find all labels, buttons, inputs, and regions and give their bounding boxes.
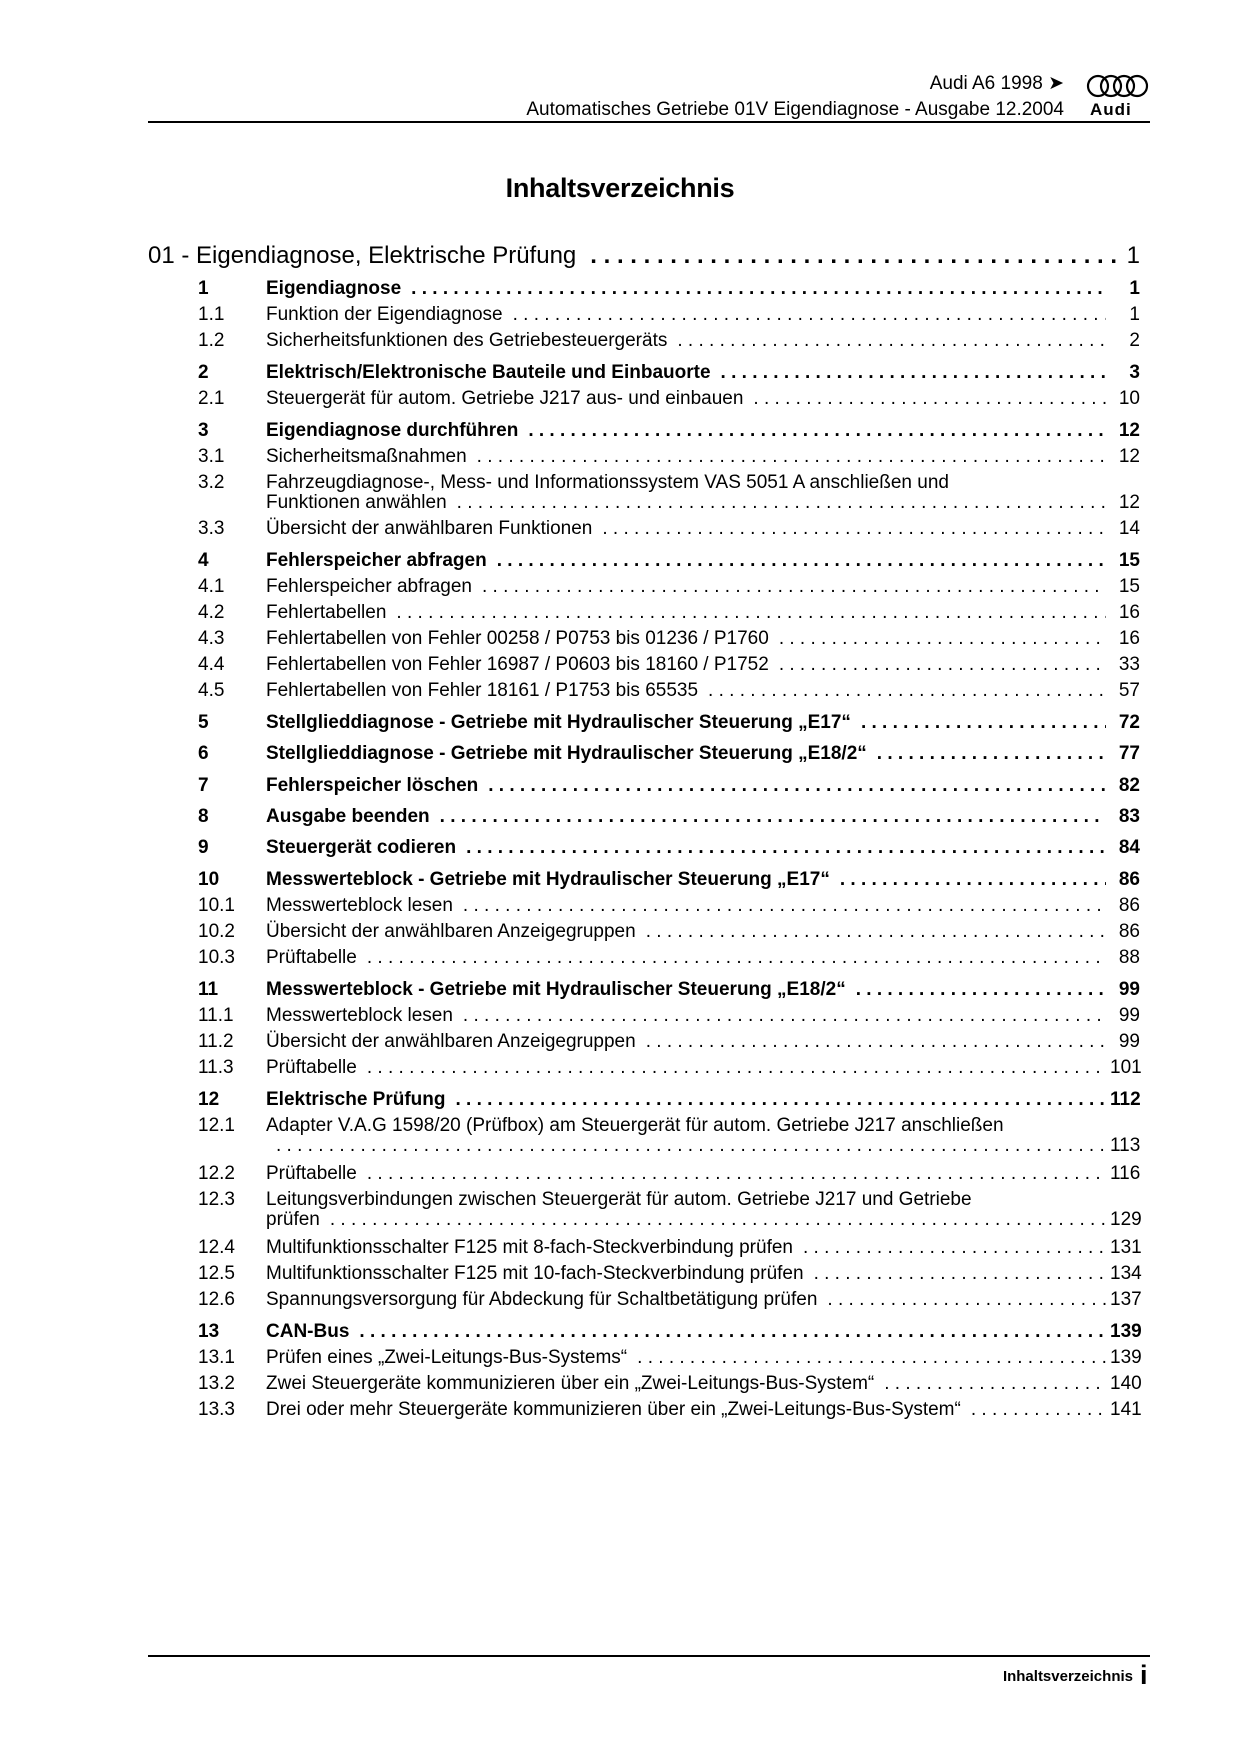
leader-dots xyxy=(440,806,1106,828)
toc-entry-page: 10 xyxy=(1118,388,1140,409)
leader-dots xyxy=(861,712,1106,734)
toc-entry-title: Spannungsversorgung für Abdeckung für Schaltbetätigung prüfen xyxy=(266,1289,818,1310)
leader-dots xyxy=(677,330,1106,352)
toc-entry-number: 12.6 xyxy=(198,1289,235,1310)
toc-entry-number: 13.1 xyxy=(198,1347,235,1368)
leader-dots xyxy=(411,278,1106,300)
audi-wordmark: Audi xyxy=(1090,100,1132,119)
leader-dots xyxy=(602,518,1106,540)
leader-dots xyxy=(488,775,1106,797)
toc-entry-number: 3.2 xyxy=(198,472,225,493)
toc-entry-number: 12.5 xyxy=(198,1263,235,1284)
toc-entry-page: 99 xyxy=(1118,1005,1140,1026)
toc-entry-number: 4.3 xyxy=(198,628,225,649)
toc-entry-title: Multifunktionsschalter F125 mit 8-fach-Steckverbindung prüfen xyxy=(266,1237,793,1258)
leader-dots xyxy=(482,576,1106,598)
toc-entry-number: 12.2 xyxy=(198,1163,235,1184)
toc-entry-title: Stellglieddiagnose - Getriebe mit Hydraulischer Steuerung „E18/2“ xyxy=(266,743,867,764)
leader-dots xyxy=(367,1057,1106,1079)
toc-entry-number: 3 xyxy=(198,420,209,441)
toc-entry-number: 8 xyxy=(198,806,209,827)
toc-chapter[interactable] xyxy=(148,242,1140,270)
toc-entry-number: 4 xyxy=(198,550,209,571)
toc-entry-title: Multifunktionsschalter F125 mit 10-fach-Steckverbindung prüfen xyxy=(266,1263,804,1284)
footer-rule xyxy=(148,1655,1150,1657)
leader-dots xyxy=(528,420,1106,442)
toc-entry-number: 10 xyxy=(198,869,220,890)
toc-entry-number: 10.3 xyxy=(198,947,235,968)
toc-entry-title: Fehlerspeicher abfragen xyxy=(266,576,472,597)
leader-dots xyxy=(367,1163,1106,1185)
toc-entry-number: 11.2 xyxy=(198,1031,234,1052)
chapter-page: 1 xyxy=(1126,242,1140,269)
toc-entry-number: 5 xyxy=(198,712,209,733)
toc-entry-number: 1.1 xyxy=(198,304,225,325)
toc-entry-page: 77 xyxy=(1118,743,1140,764)
header-model-line: Audi A6 1998 ➤ xyxy=(929,73,1064,94)
toc-entry-page: 12 xyxy=(1118,492,1140,513)
leader-dots xyxy=(646,921,1106,943)
toc-entry-title: Stellglieddiagnose - Getriebe mit Hydraulischer Steuerung „E17“ xyxy=(266,712,851,733)
toc-entry-number: 10.1 xyxy=(198,895,235,916)
page-title: Inhaltsverzeichnis xyxy=(505,173,735,203)
leader-dots xyxy=(463,895,1106,917)
leader-dots xyxy=(396,602,1106,624)
toc-entry-number: 12.3 xyxy=(198,1189,235,1210)
leader-dots xyxy=(477,446,1106,468)
leader-dots xyxy=(457,492,1106,514)
toc-entry-title: Fahrzeugdiagnose-, Mess- und Informationssystem VAS 5051 A anschließen und xyxy=(266,472,949,493)
toc-entry-title: Übersicht der anwählbaren Anzeigegruppen xyxy=(266,1031,636,1052)
toc-entry-title: Drei oder mehr Steuergeräte kommunizieren über ein „Zwei-Leitungs-Bus-System“ xyxy=(266,1399,961,1420)
toc-entry-number: 11 xyxy=(198,979,219,1000)
leader-dots xyxy=(497,550,1106,572)
toc-entry-page: 15 xyxy=(1118,550,1140,571)
toc-entry-title: Messwerteblock lesen xyxy=(266,1005,453,1026)
toc-entry-page: 129 xyxy=(1110,1209,1142,1230)
toc-entry-page: 16 xyxy=(1118,602,1140,623)
toc-entry-page: 84 xyxy=(1118,837,1140,858)
toc-entry-number: 4.1 xyxy=(198,576,225,597)
toc-entry-title: Übersicht der anwählbaren Funktionen xyxy=(266,518,593,539)
toc-entry-page: 101 xyxy=(1110,1057,1142,1078)
toc-entry-page: 99 xyxy=(1118,979,1140,1000)
toc-entry-page: 12 xyxy=(1118,420,1140,441)
toc-entry-page: 116 xyxy=(1110,1163,1141,1184)
toc-entry-page: 16 xyxy=(1118,628,1140,649)
toc-entry-page: 88 xyxy=(1118,947,1140,968)
toc-entry-page: 141 xyxy=(1110,1399,1142,1420)
toc-entry-title: Fehlertabellen von Fehler 00258 / P0753 bis 01236 / P1760 xyxy=(266,628,769,649)
toc-entry-title: Prüfen eines „Zwei-Leitungs-Bus-Systems“ xyxy=(266,1347,628,1368)
toc-entry-number: 2 xyxy=(198,362,209,383)
toc-entry-page: 57 xyxy=(1118,680,1140,701)
toc-entry-page: 3 xyxy=(1129,362,1140,383)
toc-entry-page: 112 xyxy=(1110,1089,1141,1110)
leader-dots xyxy=(827,1289,1106,1311)
toc-entry-page: 15 xyxy=(1118,576,1140,597)
leader-dots xyxy=(463,1005,1106,1027)
toc-entry-title: Messwerteblock - Getriebe mit Hydraulischer Steuerung „E17“ xyxy=(266,869,830,890)
leader-dots xyxy=(637,1347,1106,1369)
toc-entry-number: 4.4 xyxy=(198,654,225,675)
toc-entry-title: Eigendiagnose durchführen xyxy=(266,420,519,441)
toc-entry-page: 1 xyxy=(1129,304,1140,325)
toc-entry-page: 2 xyxy=(1129,330,1140,351)
toc-entry-title: Elektrische Prüfung xyxy=(266,1089,446,1110)
leader-dots xyxy=(646,1031,1106,1053)
toc-entry-title: Ausgabe beenden xyxy=(266,806,430,827)
toc-entry-page: 82 xyxy=(1118,775,1140,796)
toc-entry-number: 13.3 xyxy=(198,1399,235,1420)
toc-entry-page: 86 xyxy=(1118,921,1140,942)
toc-entry-page: 86 xyxy=(1118,895,1140,916)
toc-entry-page: 14 xyxy=(1118,518,1140,539)
chapter-label: 01 - Eigendiagnose, Elektrische Prüfung xyxy=(148,242,577,269)
toc-entry-page: 86 xyxy=(1118,869,1140,890)
toc-entry-number: 12.4 xyxy=(198,1237,235,1258)
audi-rings-logo xyxy=(1086,73,1150,99)
toc-entry-title: Prüftabelle xyxy=(266,947,357,968)
leader-dots xyxy=(779,628,1106,650)
toc-entry-title: CAN-Bus xyxy=(266,1321,350,1342)
toc-entry-page: 113 xyxy=(1110,1135,1141,1156)
toc-entry-title: Eigendiagnose xyxy=(266,278,402,299)
leader-dots xyxy=(708,680,1106,702)
toc-entry-title: Sicherheitsfunktionen des Getriebesteuergeräts xyxy=(266,330,668,351)
leader-dots xyxy=(753,388,1106,410)
toc-entry-number: 11.1 xyxy=(198,1005,234,1026)
toc-entry-number: 3.1 xyxy=(198,446,225,467)
toc-entry-number: 7 xyxy=(198,775,209,796)
leader-dots xyxy=(856,979,1106,1001)
toc-entry-title: Prüftabelle xyxy=(266,1057,357,1078)
toc-entry-number: 10.2 xyxy=(198,921,235,942)
toc-entry-title: Funktion der Eigendiagnose xyxy=(266,304,503,325)
toc-entry-title: Zwei Steuergeräte kommunizieren über ein „Zwei-Leitungs-Bus-System“ xyxy=(266,1373,875,1394)
toc-entry-title: Messwerteblock lesen xyxy=(266,895,453,916)
leader-dots xyxy=(330,1209,1106,1231)
toc-entry-page: 131 xyxy=(1110,1237,1142,1258)
toc-entry-title: Steuergerät für autom. Getriebe J217 aus- und einbauen xyxy=(266,388,744,409)
toc-entry-page: 72 xyxy=(1118,712,1140,733)
toc-entry-page: 140 xyxy=(1110,1373,1142,1394)
toc-entry-number: 11.3 xyxy=(198,1057,234,1078)
toc-entry-title: Fehlerspeicher abfragen xyxy=(266,550,487,571)
toc-entry-page: 83 xyxy=(1118,806,1140,827)
toc-entry-number: 13.2 xyxy=(198,1373,235,1394)
toc-entry-title: Leitungsverbindungen zwischen Steuergerät für autom. Getriebe J217 und Getriebe xyxy=(266,1189,972,1210)
toc-entry-title: Messwerteblock - Getriebe mit Hydraulischer Steuerung „E18/2“ xyxy=(266,979,846,1000)
toc-entry-number: 12 xyxy=(198,1089,220,1110)
toc-entry-title: Fehlertabellen xyxy=(266,602,387,623)
toc-entry-title-continued: prüfen xyxy=(266,1209,320,1230)
toc-entry-number: 12.1 xyxy=(198,1115,235,1136)
leader-dots xyxy=(803,1237,1106,1259)
leader-dots xyxy=(779,654,1106,676)
toc-entry-page: 12 xyxy=(1118,446,1140,467)
header-subtitle: Automatisches Getriebe 01V Eigendiagnose - Ausgabe 12.2004 xyxy=(526,99,1064,120)
toc-entry-title-continued: Funktionen anwählen xyxy=(266,492,447,513)
toc-entry-page: 134 xyxy=(1110,1263,1142,1284)
toc-entry-title: Sicherheitsmaßnahmen xyxy=(266,446,467,467)
footer-page-number: i xyxy=(1140,1660,1148,1690)
toc-entry-title: Adapter V.A.G 1598/20 (Prüfbox) am Steuergerät für autom. Getriebe J217 anschließen xyxy=(266,1115,1004,1136)
toc-entry-number: 4.2 xyxy=(198,602,225,623)
toc-entry-number: 1.2 xyxy=(198,330,225,351)
toc-entry-page: 139 xyxy=(1110,1321,1142,1342)
leader-dots xyxy=(971,1399,1106,1421)
toc-entry-page: 1 xyxy=(1129,278,1140,299)
footer-label: Inhaltsverzeichnis xyxy=(1002,1668,1133,1685)
leader-dots xyxy=(367,947,1106,969)
leader-dots xyxy=(466,837,1106,859)
leader-dots xyxy=(359,1321,1106,1343)
leader-dots xyxy=(590,242,1116,270)
toc-entry-title: Fehlertabellen von Fehler 18161 / P1753 bis 65535 xyxy=(266,680,699,701)
leader-dots xyxy=(456,1089,1107,1111)
toc-entry-page: 137 xyxy=(1110,1289,1142,1310)
toc-entry-title: Fehlerspeicher löschen xyxy=(266,775,479,796)
toc-entry-title: Elektrisch/Elektronische Bauteile und Einbauorte xyxy=(266,362,711,383)
leader-dots xyxy=(877,743,1106,765)
toc-entry-number: 2.1 xyxy=(198,388,225,409)
toc-entry-page: 139 xyxy=(1110,1347,1142,1368)
leader-dots xyxy=(840,869,1106,891)
leader-dots xyxy=(884,1373,1106,1395)
toc-entry-title: Fehlertabellen von Fehler 16987 / P0603 bis 18160 / P1752 xyxy=(266,654,769,675)
toc-entry-page: 33 xyxy=(1118,654,1140,675)
leader-dots xyxy=(721,362,1106,384)
toc-entry-number: 13 xyxy=(198,1321,220,1342)
toc-entry-title: Übersicht der anwählbaren Anzeigegruppen xyxy=(266,921,636,942)
toc-entry-number: 3.3 xyxy=(198,518,225,539)
toc-entry-title: Prüftabelle xyxy=(266,1163,357,1184)
toc-entry-number: 9 xyxy=(198,837,209,858)
leader-dots xyxy=(814,1263,1106,1285)
toc-entry-number: 4.5 xyxy=(198,680,225,701)
toc-entry-number: 6 xyxy=(198,743,209,764)
toc-entry-title: Steuergerät codieren xyxy=(266,837,457,858)
toc-entry-number: 1 xyxy=(198,278,209,299)
toc-entry-page: 99 xyxy=(1118,1031,1140,1052)
leader-dots xyxy=(276,1135,1106,1157)
header-rule xyxy=(148,121,1150,123)
leader-dots xyxy=(513,304,1106,326)
